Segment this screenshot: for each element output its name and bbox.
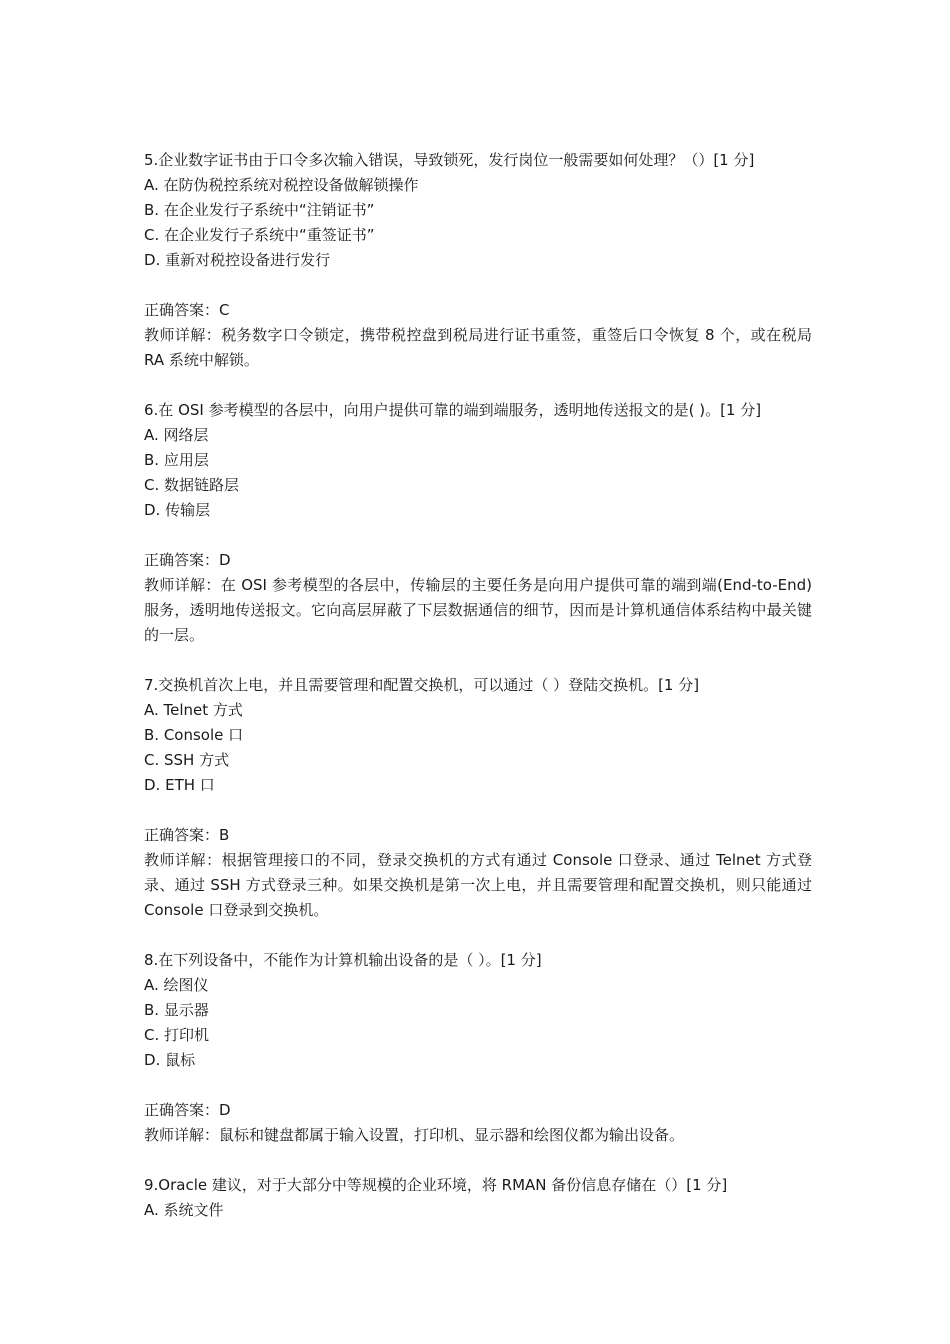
question-5: [144, 148, 812, 398]
option-a: A. 网络层: [144, 426, 209, 444]
option-c: C. 数据链路层: [144, 476, 240, 494]
option-b: B. 在企业发行子系统中“注销证书”: [144, 201, 375, 219]
option-a: A. Telnet 方式: [144, 701, 243, 719]
option-c: C. 打印机: [144, 1026, 210, 1044]
teacher-explanation: 教师详解：税务数字口令锁定，携带税控盘到税局进行证书重签，重签后口令恢复 8 个，或在税局 RA 系统中解锁。: [144, 326, 812, 369]
correct-answer: 正确答案：C: [144, 301, 230, 319]
question-stem: 8.在下列设备中，不能作为计算机输出设备的是（ ）。[1 分]: [144, 951, 542, 969]
option-b: B. Console 口: [144, 726, 244, 744]
question-stem: 6.在 OSI 参考模型的各层中，向用户提供可靠的端到端服务，透明地传送报文的是( )。[1 分]: [144, 401, 762, 419]
question-stem: 5.企业数字证书由于口令多次输入错误，导致锁死，发行岗位一般需要如何处理？（）[1 分]: [144, 151, 755, 169]
question-7: [144, 673, 812, 948]
correct-answer: 正确答案：B: [144, 826, 230, 844]
option-a: A. 绘图仪: [144, 976, 209, 994]
teacher-explanation: 教师详解：在 OSI 参考模型的各层中，传输层的主要任务是向用户提供可靠的端到端(End-to-End)服务，透明地传送报文。它向高层屏蔽了下层数据通信的细节，因而是计算机通信体系结构中最关键的一层。: [144, 576, 812, 644]
spacer: [144, 273, 812, 298]
spacer: [144, 923, 812, 948]
question-8: [144, 948, 812, 1173]
document-page: [144, 148, 812, 1223]
correct-answer: 正确答案：D: [144, 1101, 231, 1119]
correct-answer: 正确答案：D: [144, 551, 231, 569]
option-d: D. 重新对税控设备进行发行: [144, 251, 331, 269]
option-d: D. 鼠标: [144, 1051, 196, 1069]
option-a: A. 在防伪税控系统对税控设备做解锁操作: [144, 176, 419, 194]
question-stem: 7.交换机首次上电，并且需要管理和配置交换机，可以通过（ ）登陆交换机。[1 分]: [144, 676, 700, 694]
spacer: [144, 523, 812, 548]
spacer: [144, 798, 812, 823]
spacer: [144, 373, 812, 398]
spacer: [144, 648, 812, 673]
teacher-explanation: 教师详解：鼠标和键盘都属于输入设置，打印机、显示器和绘图仪都为输出设备。: [144, 1126, 685, 1144]
question-stem: 9.Oracle 建议，对于大部分中等规模的企业环境，将 RMAN 备份信息存储在（）[1 分]: [144, 1176, 728, 1194]
option-c: C. 在企业发行子系统中“重签证书”: [144, 226, 375, 244]
spacer: [144, 1148, 812, 1173]
option-d: D. 传输层: [144, 501, 211, 519]
spacer: [144, 1073, 812, 1098]
option-b: B. 应用层: [144, 451, 209, 469]
question-6: [144, 398, 812, 673]
option-c: C. SSH 方式: [144, 751, 230, 769]
teacher-explanation: 教师详解：根据管理接口的不同，登录交换机的方式有通过 Console 口登录、通过 Telnet 方式登录、通过 SSH 方式登录三种。如果交换机是第一次上电，并且需要管理和配置交换机，则只能通过 Console 口登录到交换机。: [144, 851, 812, 919]
option-d: D. ETH 口: [144, 776, 215, 794]
option-b: B. 显示器: [144, 1001, 209, 1019]
option-a: A. 系统文件: [144, 1201, 224, 1219]
question-9: [144, 1173, 812, 1223]
